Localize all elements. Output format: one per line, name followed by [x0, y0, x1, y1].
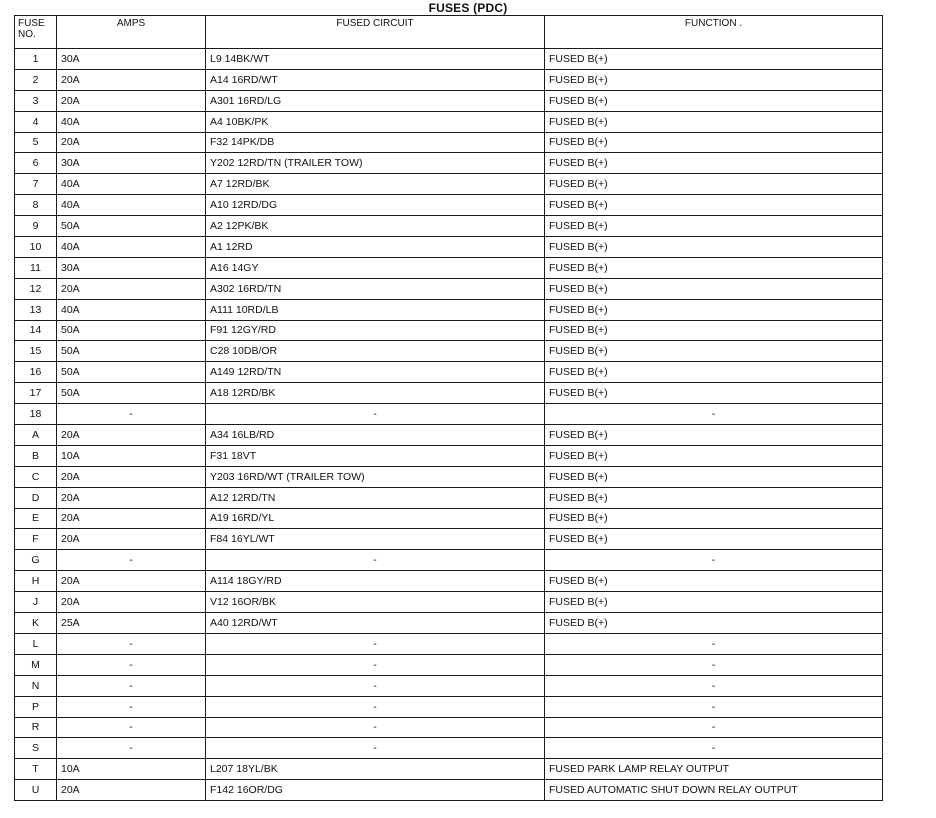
amps-cell: 50A	[57, 383, 206, 404]
table-row	[15, 174, 883, 195]
fused-circuit-cell: F91 12GY/RD	[206, 320, 545, 341]
fused-circuit-cell: A114 18GY/RD	[206, 571, 545, 592]
function-cell: FUSED B(+)	[545, 341, 883, 362]
table-row	[15, 383, 883, 404]
table-row	[15, 592, 883, 613]
fused-circuit-cell: A7 12RD/BK	[206, 174, 545, 195]
fused-circuit-cell: A10 12RD/DG	[206, 195, 545, 216]
fuse-table	[14, 15, 883, 801]
fused-circuit-cell: V12 16OR/BK	[206, 592, 545, 613]
fuse-number-cell: 18	[15, 404, 57, 425]
table-row	[15, 132, 883, 153]
amps-header: AMPS	[57, 16, 206, 49]
function-cell: -	[545, 738, 883, 759]
table-row	[15, 759, 883, 780]
fused-circuit-cell: A16 14GY	[206, 257, 545, 278]
fused-circuit-cell: A302 16RD/TN	[206, 278, 545, 299]
table-row	[15, 362, 883, 383]
fuse-number-cell: D	[15, 487, 57, 508]
table-row	[15, 237, 883, 258]
fused-circuit-cell: -	[206, 738, 545, 759]
fuse-number-cell: M	[15, 654, 57, 675]
fused-circuit-cell: A2 12PK/BK	[206, 216, 545, 237]
table-row	[15, 675, 883, 696]
amps-cell: -	[57, 675, 206, 696]
amps-cell: 30A	[57, 257, 206, 278]
amps-cell: 25A	[57, 613, 206, 634]
fused-circuit-cell: F84 16YL/WT	[206, 529, 545, 550]
table-row	[15, 90, 883, 111]
fused-circuit-cell: A40 12RD/WT	[206, 613, 545, 634]
amps-cell: 50A	[57, 362, 206, 383]
fused-circuit-cell: F31 18VT	[206, 445, 545, 466]
fused-circuit-cell: A4 10BK/PK	[206, 111, 545, 132]
table-row	[15, 508, 883, 529]
fused-circuit-cell: F142 16OR/DG	[206, 780, 545, 801]
fused-circuit-cell: -	[206, 404, 545, 425]
fuse-number-cell: P	[15, 696, 57, 717]
fuse-number-cell: 8	[15, 195, 57, 216]
amps-cell: 20A	[57, 529, 206, 550]
fuse-number-cell: 6	[15, 153, 57, 174]
fuse-number-cell: G	[15, 550, 57, 571]
fused-circuit-cell: A149 12RD/TN	[206, 362, 545, 383]
fused-circuit-cell: A19 16RD/YL	[206, 508, 545, 529]
fuse-header-line2: NO.	[18, 29, 36, 40]
function-cell: FUSED AUTOMATIC SHUT DOWN RELAY OUTPUT	[545, 780, 883, 801]
fuse-number-cell: 4	[15, 111, 57, 132]
table-row	[15, 278, 883, 299]
amps-cell: 20A	[57, 466, 206, 487]
fused-circuit-cell: -	[206, 654, 545, 675]
function-cell: FUSED B(+)	[545, 592, 883, 613]
fused-circuit-cell: A18 12RD/BK	[206, 383, 545, 404]
amps-cell: -	[57, 654, 206, 675]
function-cell: FUSED PARK LAMP RELAY OUTPUT	[545, 759, 883, 780]
function-cell: FUSED B(+)	[545, 69, 883, 90]
fused-circuit-header: FUSED CIRCUIT	[206, 16, 545, 49]
fuse-number-cell: 15	[15, 341, 57, 362]
function-cell: FUSED B(+)	[545, 49, 883, 70]
table-row	[15, 257, 883, 278]
fused-circuit-cell: Y203 16RD/WT (TRAILER TOW)	[206, 466, 545, 487]
table-row	[15, 69, 883, 90]
table-row	[15, 633, 883, 654]
amps-cell: 20A	[57, 425, 206, 446]
function-cell: -	[545, 696, 883, 717]
table-row	[15, 571, 883, 592]
function-cell: FUSED B(+)	[545, 466, 883, 487]
function-cell: FUSED B(+)	[545, 320, 883, 341]
fused-circuit-cell: C28 10DB/OR	[206, 341, 545, 362]
amps-cell: 40A	[57, 299, 206, 320]
fuse-number-cell: 7	[15, 174, 57, 195]
function-cell: FUSED B(+)	[545, 487, 883, 508]
fused-circuit-cell: A111 10RD/LB	[206, 299, 545, 320]
table-row	[15, 299, 883, 320]
fused-circuit-cell: A14 16RD/WT	[206, 69, 545, 90]
table-row	[15, 487, 883, 508]
table-row	[15, 613, 883, 634]
fused-circuit-cell: -	[206, 550, 545, 571]
table-row	[15, 717, 883, 738]
function-cell: -	[545, 717, 883, 738]
fuse-number-cell: 2	[15, 69, 57, 90]
table-row	[15, 111, 883, 132]
amps-cell: 10A	[57, 759, 206, 780]
fuse-number-cell: 12	[15, 278, 57, 299]
amps-cell: 40A	[57, 237, 206, 258]
fuse-number-cell: 17	[15, 383, 57, 404]
table-row	[15, 195, 883, 216]
fused-circuit-cell: L207 18YL/BK	[206, 759, 545, 780]
amps-cell: 50A	[57, 216, 206, 237]
fuse-number-cell: 13	[15, 299, 57, 320]
fuse-number-cell: A	[15, 425, 57, 446]
amps-cell: 20A	[57, 90, 206, 111]
table-row	[15, 696, 883, 717]
function-cell: FUSED B(+)	[545, 299, 883, 320]
fused-circuit-cell: A12 12RD/TN	[206, 487, 545, 508]
function-cell: FUSED B(+)	[545, 571, 883, 592]
amps-cell: 20A	[57, 592, 206, 613]
table-row	[15, 153, 883, 174]
function-cell: FUSED B(+)	[545, 174, 883, 195]
table-row	[15, 550, 883, 571]
fused-circuit-cell: L9 14BK/WT	[206, 49, 545, 70]
table-title: FUSES (PDC)	[428, 1, 508, 15]
table-row	[15, 425, 883, 446]
fused-circuit-cell: -	[206, 696, 545, 717]
fuse-header-line1: FUSE	[18, 18, 45, 29]
function-cell: FUSED B(+)	[545, 425, 883, 446]
amps-cell: -	[57, 404, 206, 425]
amps-cell: 50A	[57, 320, 206, 341]
fuse-number-cell: 3	[15, 90, 57, 111]
fuse-number-cell: J	[15, 592, 57, 613]
fused-circuit-cell: F32 14PK/DB	[206, 132, 545, 153]
amps-cell: 30A	[57, 153, 206, 174]
table-row	[15, 780, 883, 801]
table-row	[15, 466, 883, 487]
amps-cell: 20A	[57, 780, 206, 801]
amps-cell: 20A	[57, 571, 206, 592]
fuse-no-header	[15, 16, 57, 49]
table-row	[15, 49, 883, 70]
table-row	[15, 404, 883, 425]
fuse-number-cell: 16	[15, 362, 57, 383]
amps-cell: 20A	[57, 508, 206, 529]
fuse-number-cell: H	[15, 571, 57, 592]
function-cell: -	[545, 654, 883, 675]
function-cell: FUSED B(+)	[545, 111, 883, 132]
amps-cell: 40A	[57, 111, 206, 132]
table-row	[15, 654, 883, 675]
table-row	[15, 445, 883, 466]
function-cell: FUSED B(+)	[545, 529, 883, 550]
fuse-number-cell: K	[15, 613, 57, 634]
function-header: FUNCTION .	[545, 16, 883, 49]
fuse-number-cell: R	[15, 717, 57, 738]
fuse-number-cell: E	[15, 508, 57, 529]
fuse-number-cell: 11	[15, 257, 57, 278]
function-cell: FUSED B(+)	[545, 195, 883, 216]
fused-circuit-cell: -	[206, 633, 545, 654]
table-row	[15, 216, 883, 237]
function-cell: -	[545, 550, 883, 571]
fuse-number-cell: S	[15, 738, 57, 759]
amps-cell: 40A	[57, 195, 206, 216]
fused-circuit-cell: -	[206, 717, 545, 738]
amps-cell: 20A	[57, 278, 206, 299]
amps-cell: -	[57, 717, 206, 738]
function-cell: FUSED B(+)	[545, 278, 883, 299]
fuse-number-cell: 5	[15, 132, 57, 153]
amps-cell: 50A	[57, 341, 206, 362]
fused-circuit-cell: A34 16LB/RD	[206, 425, 545, 446]
fuse-number-cell: C	[15, 466, 57, 487]
amps-cell: -	[57, 738, 206, 759]
fuse-number-cell: L	[15, 633, 57, 654]
table-row	[15, 341, 883, 362]
amps-cell: 20A	[57, 132, 206, 153]
fuse-number-cell: 10	[15, 237, 57, 258]
function-cell: FUSED B(+)	[545, 613, 883, 634]
fused-circuit-cell: -	[206, 675, 545, 696]
fuse-number-cell: T	[15, 759, 57, 780]
amps-cell: 30A	[57, 49, 206, 70]
function-cell: FUSED B(+)	[545, 132, 883, 153]
amps-cell: -	[57, 550, 206, 571]
function-cell: FUSED B(+)	[545, 216, 883, 237]
amps-cell: 10A	[57, 445, 206, 466]
table-row	[15, 738, 883, 759]
header-row	[15, 16, 883, 49]
function-cell: -	[545, 633, 883, 654]
function-cell: FUSED B(+)	[545, 508, 883, 529]
amps-cell: 20A	[57, 69, 206, 90]
amps-cell: -	[57, 633, 206, 654]
fuse-number-cell: 14	[15, 320, 57, 341]
function-cell: FUSED B(+)	[545, 445, 883, 466]
fuse-number-cell: U	[15, 780, 57, 801]
function-cell: -	[545, 404, 883, 425]
amps-cell: -	[57, 696, 206, 717]
fuse-number-cell: N	[15, 675, 57, 696]
function-cell: FUSED B(+)	[545, 90, 883, 111]
amps-cell: 40A	[57, 174, 206, 195]
fused-circuit-cell: A1 12RD	[206, 237, 545, 258]
table-row	[15, 320, 883, 341]
fused-circuit-cell: A301 16RD/LG	[206, 90, 545, 111]
function-cell: FUSED B(+)	[545, 383, 883, 404]
function-cell: FUSED B(+)	[545, 362, 883, 383]
function-cell: FUSED B(+)	[545, 257, 883, 278]
fused-circuit-cell: Y202 12RD/TN (TRAILER TOW)	[206, 153, 545, 174]
amps-cell: 20A	[57, 487, 206, 508]
function-cell: -	[545, 675, 883, 696]
table-row	[15, 529, 883, 550]
fuse-number-cell: B	[15, 445, 57, 466]
fuse-number-cell: 1	[15, 49, 57, 70]
fuse-number-cell: F	[15, 529, 57, 550]
fuse-number-cell: 9	[15, 216, 57, 237]
function-cell: FUSED B(+)	[545, 237, 883, 258]
function-cell: FUSED B(+)	[545, 153, 883, 174]
